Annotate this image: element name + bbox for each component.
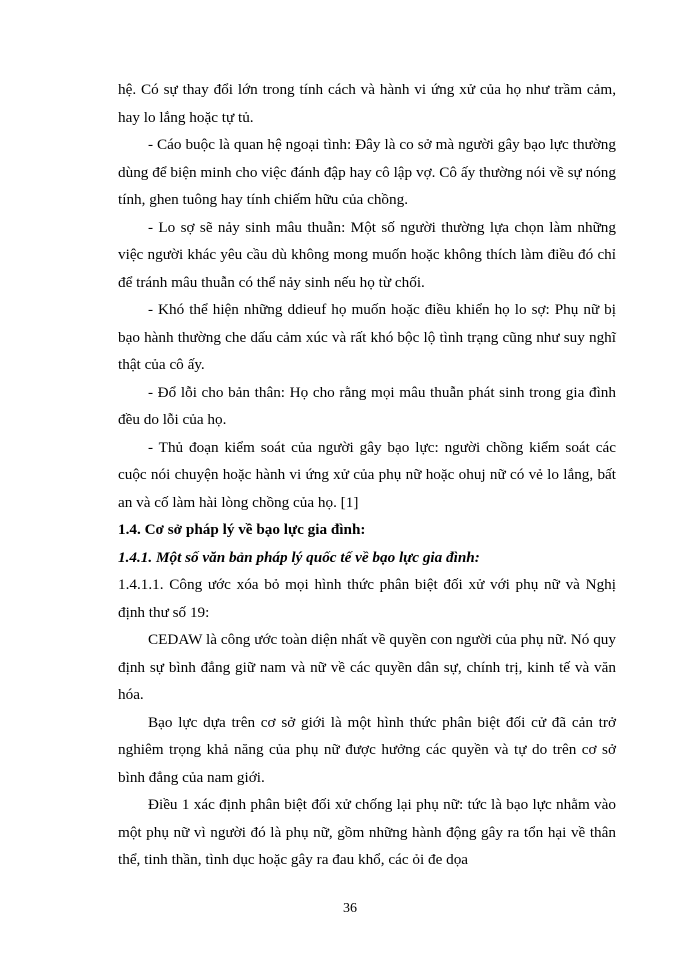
paragraph-gender-violence: Bạo lực dựa trên cơ sở giới là một hình thức phân biệt đối cử đã cản trở nghiêm trọng khả năng của phụ nữ được hưởng các quyền và tự do trên cơ sở bình đẳng của nam giới. [118, 713, 616, 786]
list-item-self-blame: - Đổ lỗi cho bản thân: Họ cho rằng mọi mâu thuẫn phát sinh trong gia đình đều do lỗi của họ. [118, 383, 616, 428]
page-body [118, 76, 616, 874]
sub-subsection-title: 1.4.1.1. Công ước xóa bỏ mọi hình thức phân biệt đối xử với phụ nữ và Nghị định thư số 19: [118, 576, 616, 621]
paragraph-continuation: hệ. Có sự thay đổi lớn trong tính cách và hành vi ứng xử của họ như trầm cảm, hay lo lắng hoặc tự tủ. [118, 81, 616, 126]
section-heading: 1.4. Cơ sở pháp lý về bạo lực gia đình: [118, 521, 366, 538]
list-item-fear-of-conflict: - Lo sợ sẽ nảy sinh mâu thuẫn: Một số người thường lựa chọn làm những việc người khác yêu cầu dù không mong muốn hoặc không thích làm điều đó chỉ để tránh mâu thuẫn có thể nảy sinh nếu họ từ chối. [118, 218, 616, 291]
list-item-hard-to-express: - Khó thể hiện những ddieuf họ muốn hoặc điều khiển họ lo sợ: Phụ nữ bị bạo hành thường che dấu cảm xúc và rất khó bộc lộ tình trạng cũng như suy nghĩ thật của cô ấy. [118, 301, 616, 373]
list-item-infidelity-accusation: - Cáo buộc là quan hệ ngoại tình: Đây là co sở mà người gây bạo lực thường dùng để biện minh cho việc đánh đập hay cô lập vợ. Cô ấy thường nói về sự nóng tính, ghen tuông hay tính chiếm hữu của chồng. [118, 136, 616, 208]
page-number: 36 [343, 901, 357, 916]
paragraph-article-1: Điều 1 xác định phân biệt đối xử chống lại phụ nữ: tức là bạo lực nhằm vào một phụ nữ vì người đó là phụ nữ, gồm những hành động gây ra tổn hại về thân thể, tinh thần, tình dục hoặc gây ra đau khổ, các ỏi đe dọa [118, 796, 616, 868]
list-item-control-tactics: - Thủ đoạn kiểm soát của người gây bạo lực: người chồng kiểm soát các cuộc nói chuyện hoặc hành vi ứng xử của phụ nữ hoặc ohuj nữ có vẻ lo lắng, bất an và cố làm hài lòng chồng của họ. [1] [118, 438, 616, 511]
paragraph-cedaw: CEDAW là công ước toàn diện nhất về quyền con người của phụ nữ. Nó quy định sự bình đẳng giữ nam và nữ về các quyền dân sự, chính trị, kinh tế và văn hóa. [118, 631, 616, 703]
subsection-heading: 1.4.1. Một số văn bản pháp lý quốc tế về bạo lực gia đình: [118, 548, 480, 566]
